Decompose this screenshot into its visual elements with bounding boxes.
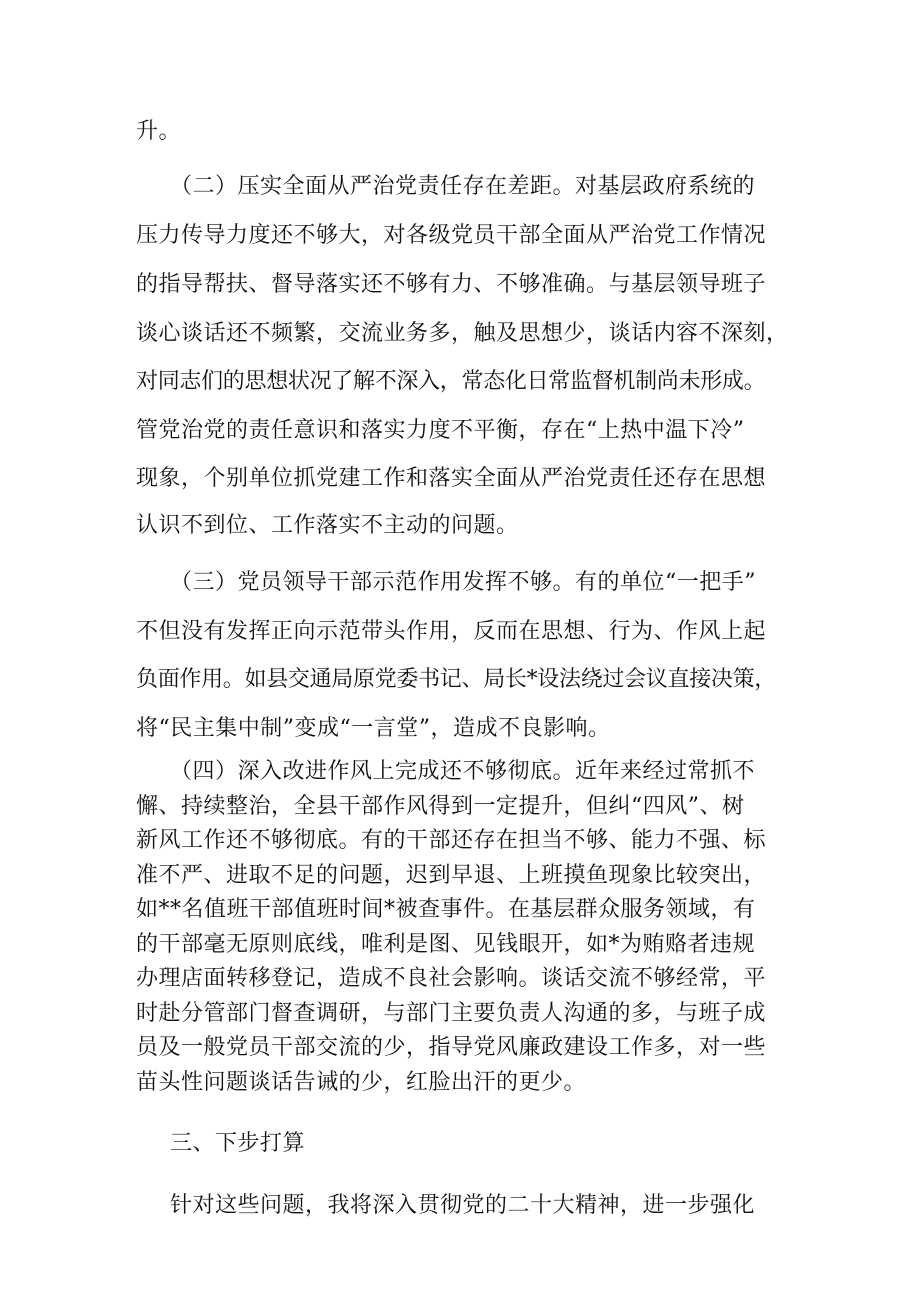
section-2-line: 管党治党的责任意识和落实力度不平衡，存在“上热中温下冷”: [136, 418, 745, 443]
section-4-line: 懈、持续整治，全县干部作风得到一定提升，但纠“四风”、树: [136, 794, 745, 819]
section-3-line: 不但没有发挥正向示范带头作用，反而在思想、行为、作风上起: [136, 619, 767, 644]
paragraph-continuation: 升。: [136, 119, 182, 144]
section-4-line: 的干部毫无原则底线，唯利是图、见钱眼开，如*为贿赂者违规: [136, 932, 756, 957]
section-heading: 三、下步打算: [170, 1131, 306, 1156]
section-2-line: 压力传导力度还不够大，对各级党员干部全面从严治党工作情况: [136, 223, 767, 248]
section-4-line: 准不严、进取不足的问题，迟到早退、上班摸鱼现象比较突出，: [136, 863, 767, 888]
section-2-line: 谈心谈话还不频繁，交流业务多，触及思想少，谈话内容不深刻，: [136, 321, 789, 346]
section-4-line: 员及一般党员干部交流的少，指导党风廉政建设工作多，对一些: [136, 1035, 767, 1060]
section-3-line: 负面作用。如县交通局原党委书记、局长*设法绕过会议直接决策，: [136, 667, 777, 692]
section-2-line: 的指导帮扶、督导落实还不够有力、不够准确。与基层领导班子: [136, 272, 767, 297]
section-2-line: 对同志们的思想状况了解不深入，常态化日常监督机制尚未形成。: [136, 369, 766, 394]
section-4-line: 办理店面转移登记，造成不良社会影响。谈话交流不够经常，平: [136, 966, 767, 991]
section-4-line: 苗头性问题谈话告诫的少，红脸出汗的更少。: [136, 1070, 587, 1095]
section-4-line: 时赴分管部门督查调研，与部门主要负责人沟通的多，与班子成: [136, 1001, 767, 1026]
section-4-line: 如**名值班干部值班时间*被查事件。在基层群众服务领域，有: [136, 897, 756, 922]
section-4-line: （四）深入改进作风上完成还不够彻底。近年来经过常抓不: [170, 759, 756, 784]
section-2-line: （二）压实全面从严治党责任存在差距。对基层政府系统的: [170, 174, 756, 199]
closing-paragraph-line: 针对这些问题，我将深入贯彻党的二十大精神，进一步强化: [170, 1193, 756, 1218]
section-2-line: 现象，个别单位抓党建工作和落实全面从严治党责任还存在思想: [136, 466, 767, 491]
section-4-line: 新风工作还不够彻底。有的干部还存在担当不够、能力不强、标: [136, 828, 767, 853]
section-3-line: 将“民主集中制”变成“一言堂”，造成不良影响。: [136, 716, 611, 741]
section-3-line: （三）党员领导干部示范作用发挥不够。有的单位“一把手”: [170, 570, 756, 595]
section-2-line: 认识不到位、工作落实不主动的问题。: [136, 513, 519, 538]
